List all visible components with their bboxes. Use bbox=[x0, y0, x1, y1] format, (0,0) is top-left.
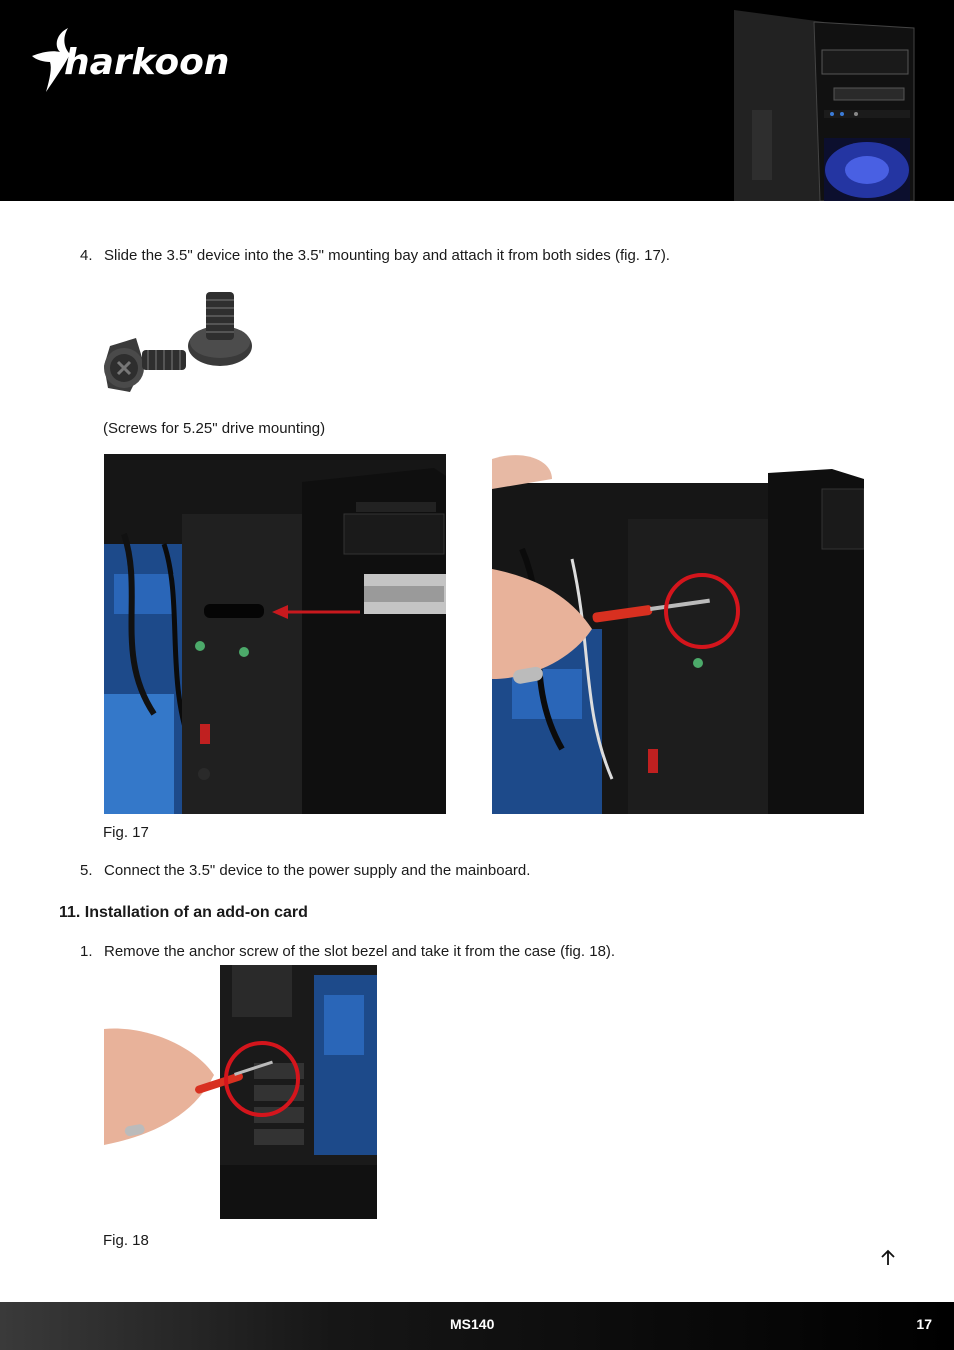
up-arrow-icon[interactable] bbox=[878, 1248, 898, 1268]
step-5-number: 5. bbox=[80, 862, 93, 879]
step-5-text: Connect the 3.5" device to the power supply and the mainboard. bbox=[104, 862, 531, 879]
section-11-heading: 11. Installation of an add-on card bbox=[59, 904, 308, 921]
footer-model: MS140 bbox=[450, 1316, 495, 1332]
fig17-photo-right bbox=[492, 449, 864, 814]
fig17-photo-left bbox=[104, 454, 446, 814]
section-11-step-1 bbox=[80, 942, 615, 962]
section-11-step-1-text: Remove the anchor screw of the slot bezel and take it from the case (fig. 18). bbox=[104, 943, 616, 960]
page-number: 17 bbox=[916, 1316, 932, 1332]
page-footer bbox=[0, 1302, 954, 1350]
step-4 bbox=[80, 246, 670, 266]
section-11-step-1-number: 1. bbox=[80, 943, 93, 960]
sharkoon-logo bbox=[24, 22, 234, 96]
fig18-photo bbox=[104, 965, 377, 1219]
pc-case-image bbox=[724, 10, 920, 201]
step-4-text: Slide the 3.5" device into the 3.5" mounting bay and attach it from both sides (fig. 17). bbox=[104, 247, 670, 264]
fig18-caption: Fig. 18 bbox=[103, 1232, 149, 1249]
fig17-caption: Fig. 17 bbox=[103, 824, 149, 841]
page-header bbox=[0, 0, 954, 201]
brand-text: harkoon bbox=[64, 42, 230, 83]
screws-caption: (Screws for 5.25" drive mounting) bbox=[103, 420, 326, 437]
step-4-number: 4. bbox=[80, 247, 93, 264]
step-5 bbox=[80, 861, 530, 881]
screws-image bbox=[100, 288, 260, 408]
